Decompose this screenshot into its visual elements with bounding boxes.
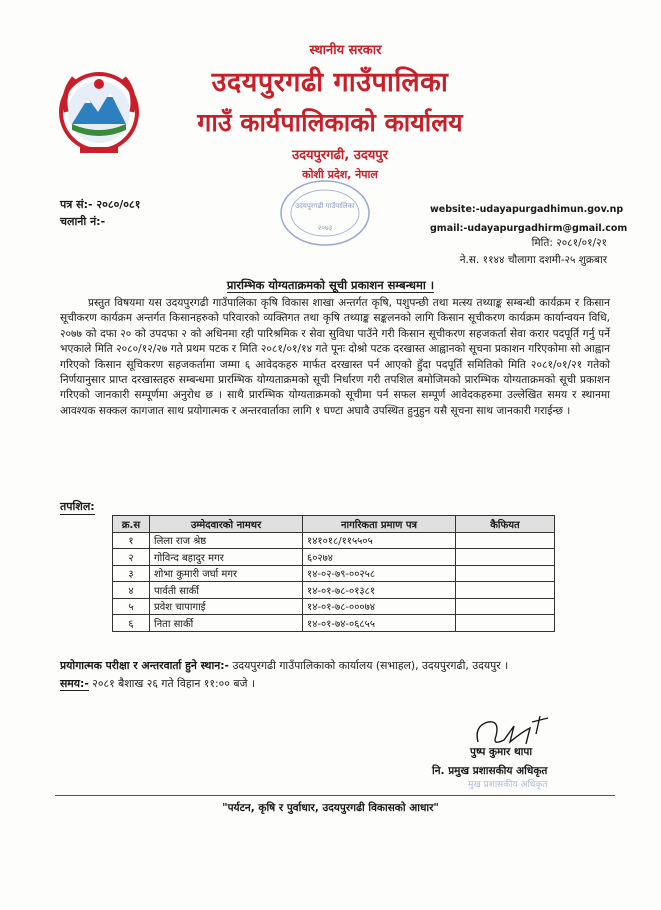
- signatory-title: नि. प्रमुख प्रशासकीय अधिकृत: [432, 765, 548, 777]
- exam-time: [60, 676, 255, 691]
- nepal-emblem-icon: [58, 62, 140, 160]
- office-stamp-icon: [278, 178, 372, 248]
- cell-citizenship: १४-०२-७९-००२५८: [303, 565, 456, 582]
- cell-name: गोविन्द बहादुर मगर: [150, 549, 303, 566]
- cell-serial: ४: [113, 582, 150, 599]
- table-row: [113, 565, 555, 582]
- cell-remarks: [456, 532, 555, 549]
- col-serial: क्र.स: [113, 516, 150, 533]
- cell-remarks: [456, 582, 555, 599]
- table-row: [113, 598, 555, 615]
- svg-text:उदयपुरगढी गाउँपालिका: उदयपुरगढी गाउँपालिका: [295, 202, 355, 210]
- local-government-label: स्थानीय सरकार: [309, 43, 382, 58]
- footer-slogan: "पर्यटन, कृषि र पुर्वाधार, उदयपुरगढी विकासको आधार": [222, 802, 439, 814]
- col-remarks: कैफियत: [456, 516, 555, 533]
- cell-remarks: [456, 598, 555, 615]
- municipality-title: उदयपुरगढी गाउँपालिका: [211, 67, 449, 98]
- cell-remarks: [456, 565, 555, 582]
- cell-serial: ६: [113, 615, 150, 632]
- cell-citizenship: १४-०१-७४-०६८५५: [303, 615, 456, 632]
- body-paragraph: प्रस्तुत विषयमा यस उदयपुरगढी गाउँपालिका कृषि विकास शाखा अन्तर्गत कृषि, पशुपन्छी तथा मत्स्य तथ्याङ्क सम्बन्धी कार्यक्रम र किसान सूचीकरण कार्यक्रम अन्तर्गत किसानहरुको परिवारको व्यक्तिगत तथा कृषि तथ्याङ्क सङ्कलनको लागि किसान सूचीकरण कार्यक्रम कार्यान्वयन विधि, २०७७ को दफा २० को उपदफा २ को अधिनमा रही पारिश्रमिक र सेवा सुविधा पाउँने गरी किसान सूचीकरण सहजकर्ता सेवा करार पदपूर्ति गर्नु पर्ने भएकाले मिति २०८०/१२/२७ गते प्रथम पटक र मिति २०८१/०१/१४ गते पूनः दोश्रो पटक दरखास्त आह्वानको सूचना प्रकाशन गरिएकोमा सो आह्वान गरिएको किसान सूचिकरण सहजकर्तामा जम्मा ६ आवेदकहरु मार्फत दरखास्त पर्न आएको हुँदा पदपूर्ति समितिको मिति २०८१/०१/२१ गतेको निर्णयानुसार प्राप्त दरखास्तहरु सम्बन्धमा प्रारम्भिक योग्यताक्रमको सूची निर्धारण गरी तपशिल बमोजिमको प्रारम्भिक योग्यताक्रमको सूची प्रकाशन गरिएको जानकारी सम्पूर्णमा अनुरोध छ । साथै प्रारम्भिक योग्यताक्रमको सूचीमा पर्न सफल सम्पूर्ण आवेदकहरुमा उल्लेखित समय र स्थानमा आवश्यक सक्कल कागजात साथ प्रयोगात्मक र अन्तरवार्ताका लागि १ घण्टा अघावै उपस्थित हुनुहुन यसै सूचना साथ जानकारी गराईन्छ ।: [60, 297, 610, 417]
- cell-serial: ५: [113, 598, 150, 615]
- table-row: [113, 615, 555, 632]
- cell-name: शोभा कुमारी जर्घा मगर: [150, 565, 303, 582]
- table-row: [113, 532, 555, 549]
- cell-remarks: [456, 615, 555, 632]
- cell-citizenship: १४१०१८/११५५०५: [303, 532, 456, 549]
- cell-citizenship: १४-०१-७८-०००७४: [303, 598, 456, 615]
- table-row: [113, 582, 555, 599]
- candidate-table: [112, 515, 555, 632]
- time-value: २०८१ बैशाख २६ गते विहान ११:०० बजे ।: [88, 677, 256, 690]
- letter-number: पत्र सं:- २०८०/०८१: [60, 198, 141, 211]
- cell-serial: २: [113, 549, 150, 566]
- cell-name: पार्वती सार्की: [150, 582, 303, 599]
- cell-serial: ३: [113, 565, 150, 582]
- cell-name: निता सार्की: [150, 615, 303, 632]
- province-label: कोशी प्रदेश, नेपाल: [302, 168, 378, 181]
- col-citizenship: नागरिकता प्रमाण पत्र: [303, 516, 456, 533]
- faded-stamp-text: मुख प्रशासकीय अधिकृत: [468, 780, 548, 790]
- details-label: तपशिल:: [60, 500, 95, 513]
- footer-divider: [55, 795, 615, 796]
- cell-remarks: [456, 549, 555, 566]
- cell-citizenship: ६०२७४: [303, 549, 456, 566]
- cell-citizenship: १४-०१-७८-०१३८१: [303, 582, 456, 599]
- dispatch-number: चलानी नं:-: [60, 215, 106, 228]
- cell-name: प्रवेश चापागाई: [150, 598, 303, 615]
- website-text: website:-udayapurgadhimun.gov.np: [430, 204, 624, 215]
- time-label: समय:-: [60, 677, 89, 690]
- cell-serial: १: [113, 532, 150, 549]
- cell-name: लिला राज श्रेष्ठ: [150, 532, 303, 549]
- table-row: [113, 549, 555, 566]
- svg-text:२०७३: २०७३: [317, 224, 333, 232]
- office-address: उदयपुरगढी, उदयपुर: [291, 148, 388, 163]
- venue-value: उदयपुरगढी गाउँपालिकाको कार्यालय (सभाहल), उदयपुरगढी, उदयपुर ।: [229, 659, 509, 672]
- letter-date: मिति: २०८१/०१/२१: [531, 237, 607, 249]
- signatory-name: पुष्प कुमार थापा: [470, 746, 533, 758]
- subject-line: प्रारम्भिक योग्यताक्रमको सूची प्रकाशन सम्बन्धमा ।: [226, 278, 435, 292]
- office-title: गाउँ कार्यपालिकाको कार्यालय: [197, 108, 463, 137]
- email-text: gmail:-udayapurgadhirm@gmail.com: [430, 223, 628, 234]
- venue-label: प्रयोगात्मक परीक्षा र अन्तरवार्ता हुने स्थान:-: [60, 659, 230, 672]
- nepal-sambat-date: ने.स. ११४४ चौलागा दशमी-२५ शुक्रबार: [459, 254, 607, 266]
- exam-venue: [60, 658, 620, 673]
- col-name: उम्मेदवारको नामथर: [150, 516, 303, 533]
- table-header-row: [113, 516, 555, 533]
